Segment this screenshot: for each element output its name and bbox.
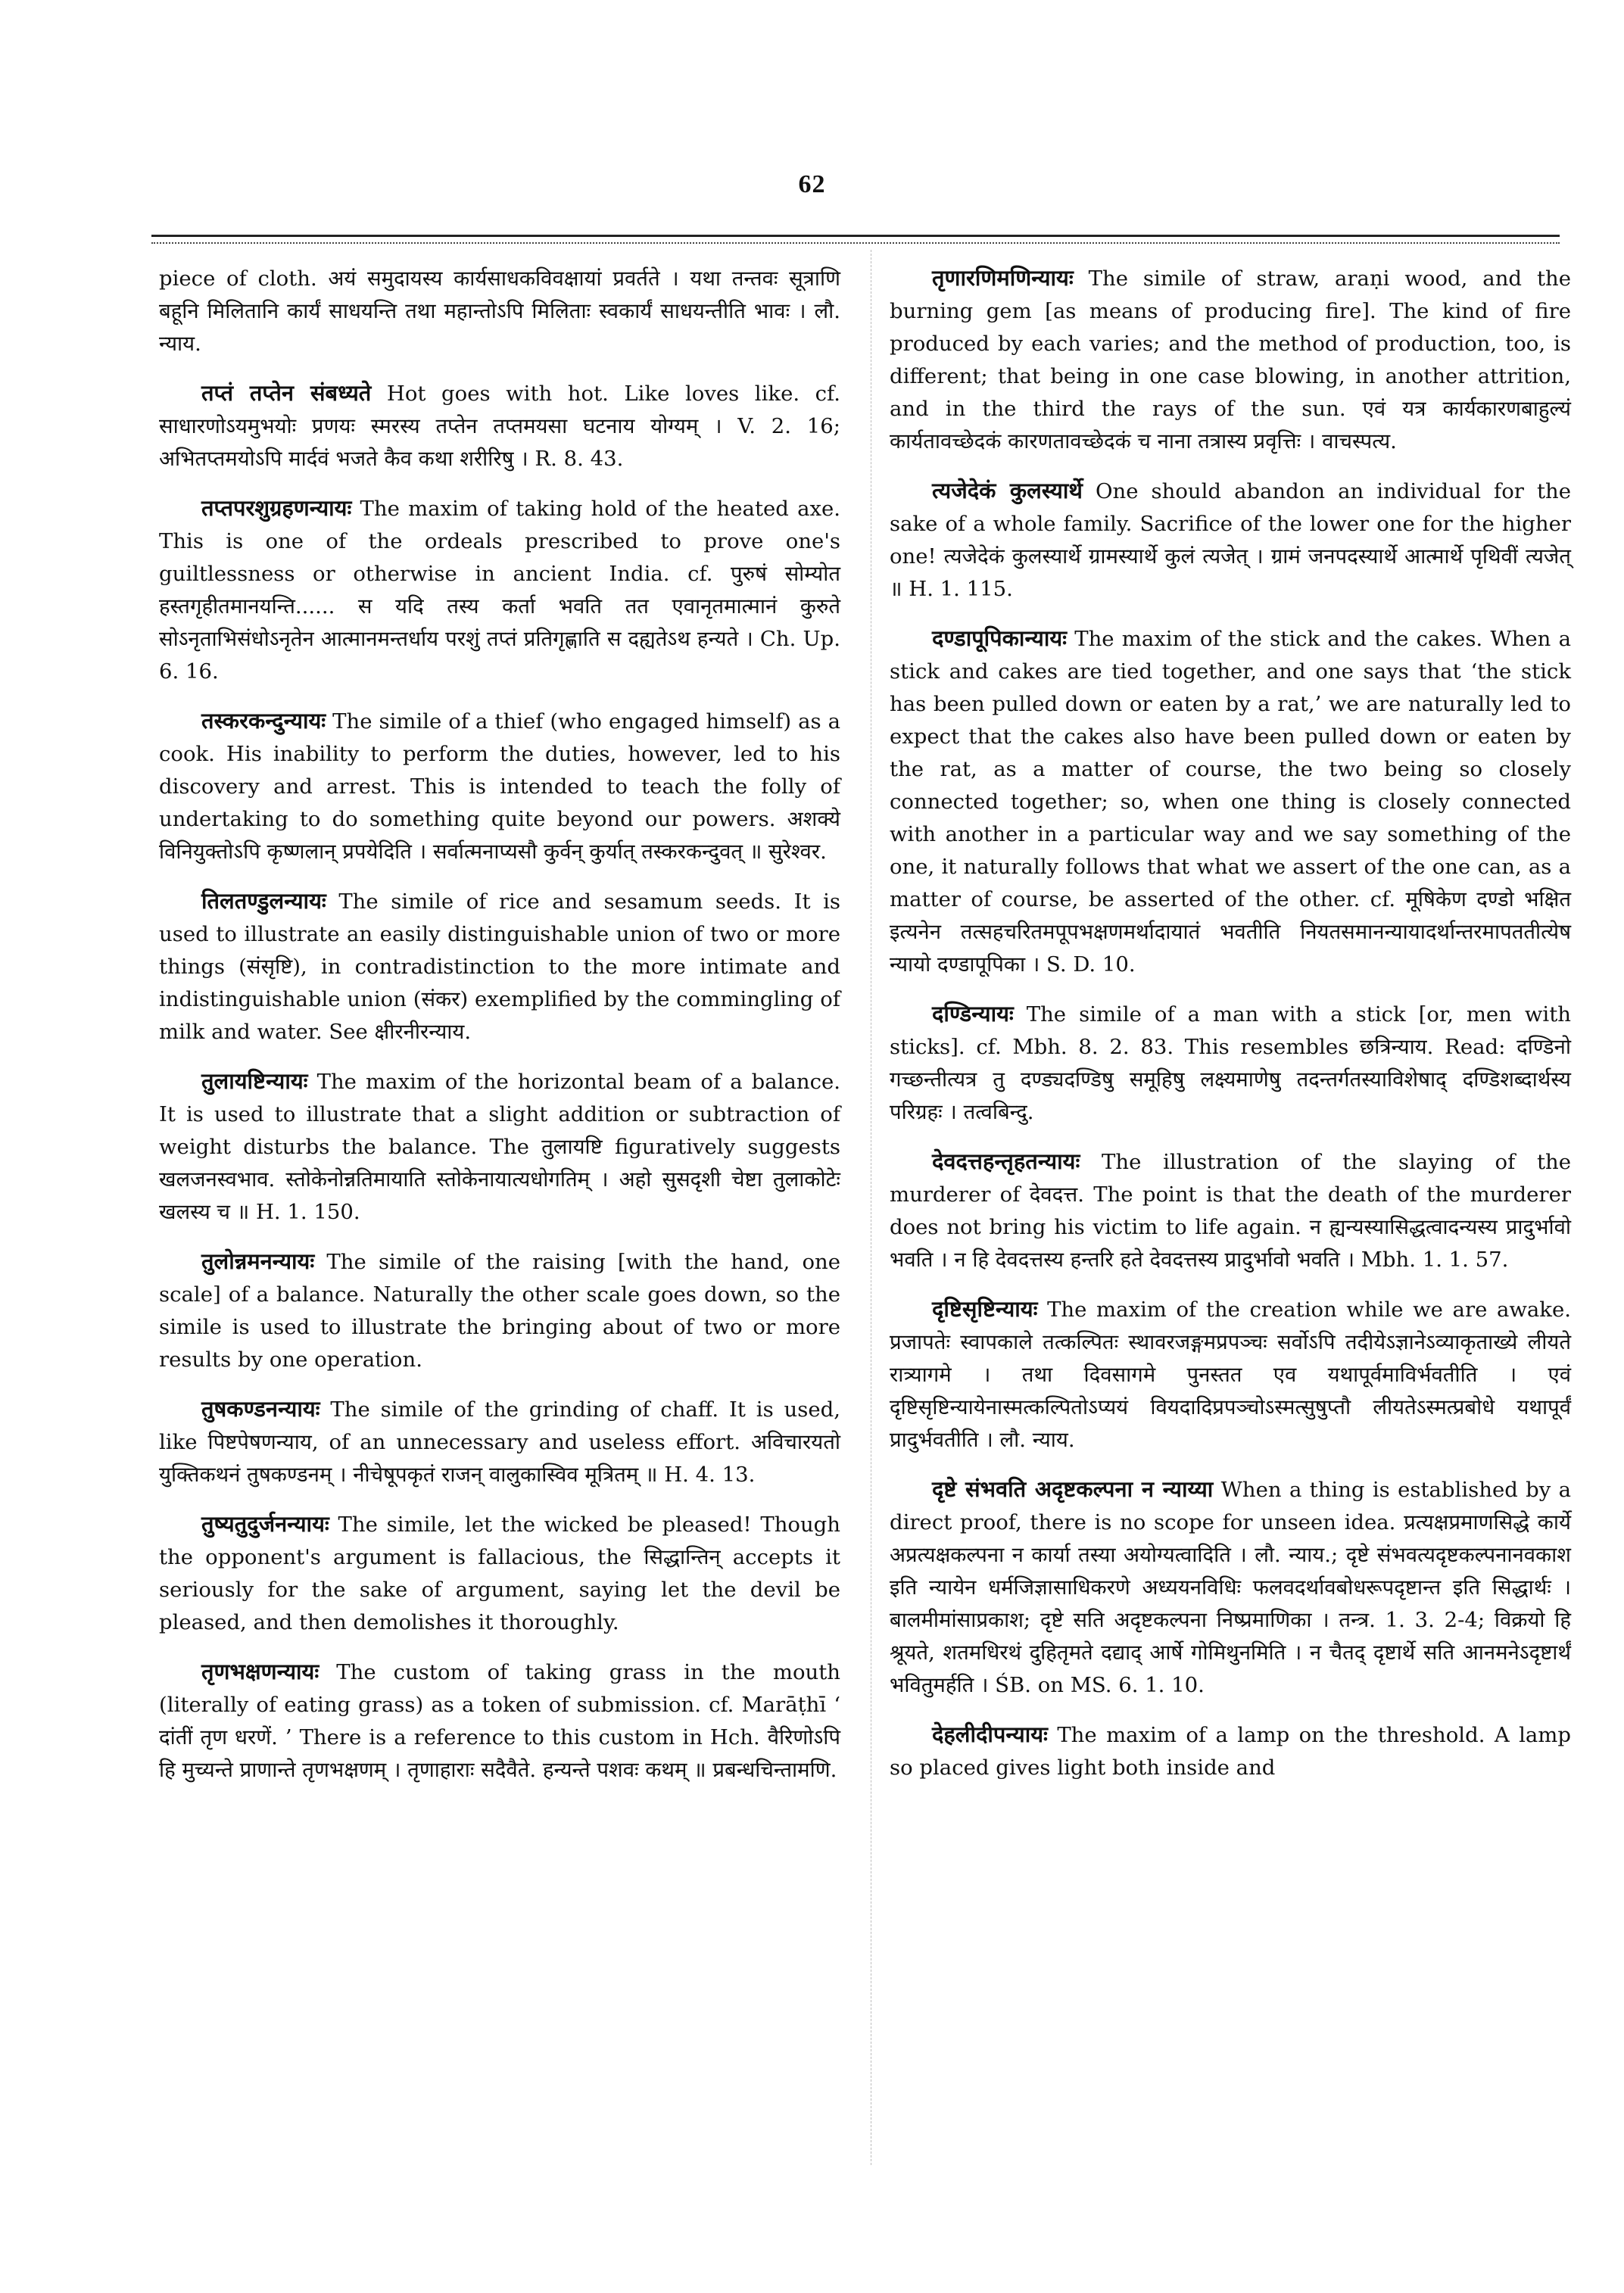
entry-headword: दृष्टे संभवति अदृष्टकल्पना न न्याय्या <box>932 1476 1214 1502</box>
entry-headword: तप्तपरशुग्रहणन्यायः <box>201 495 352 521</box>
entry-headword: तुषकण्डनन्यायः <box>201 1396 320 1422</box>
entry-headword: तस्करकन्दुन्यायः <box>201 708 326 734</box>
entry-text: The simile of straw, araṇi wood, and the burning gem [as means of producing fire]. The kind of fire produced by each varies; and the method of production, too, is different; that being in one case blowing, in another attrition, and in the third the rays of the sun. एवं यत्र कार्यकारणबाहुल्यं कार्यतावच्छेदकं कारणतावच्छेदकं च नाना तत्रास्य प्रवृत्तिः । वाचस्पत्य. <box>890 266 1571 453</box>
entry <box>159 705 840 868</box>
entry <box>890 475 1571 606</box>
entry <box>159 262 840 360</box>
entry-headword: तप्तं तप्तेन संबध्यते <box>201 380 372 406</box>
entry <box>159 377 840 475</box>
entry-text: The maxim of a lamp on the threshold. A lamp so placed gives light both inside and <box>890 1723 1571 1780</box>
entry-headword: तिलतण्डुलन्यायः <box>201 888 326 914</box>
right-column <box>890 262 1571 1801</box>
entry-text: piece of cloth. अयं समुदायस्य कार्यसाधकविवक्षायां प्रवर्तते । यथा तन्तवः सूत्राणि बहूनि मिलितानि कार्यं साधयन्ति तथा महान्तोऽपि मिलिताः स्वकार्यं साधयन्तीति भावः । लौ. न्याय. <box>159 266 840 356</box>
entry <box>159 885 840 1048</box>
entry-text: The maxim of taking hold of the heated axe. This is one of the ordeals prescribed to prove one's guiltlessness or otherwise in ancient India. cf. पुरुषं सोम्योत हस्तगृहीतमानयन्ति...... स यदि तस्य कर्ता भवति तत एवानृतमात्मानं कुरुते सोऽनृताभिसंधोऽनृतेन आत्मानमन्तर्धाय परशुं तप्तं प्रतिगृह्णाति स दह्यतेऽथ हन्यते । Ch. Up. 6. 16. <box>159 497 840 684</box>
entry-text: The simile, let the wicked be pleased! Though the opponent's argument is fallacious, the सिद्धान्तिन् accepts it seriously for the sake of argument, saying let the devil be pleased, and then demolishes it thoroughly. <box>159 1513 840 1634</box>
page-number: 62 <box>798 170 826 198</box>
entry <box>890 1473 1571 1702</box>
entry <box>890 1293 1571 1456</box>
entry-text: The simile of a thief (who engaged himself) as a cook. His inability to perform the duties, however, led to his discovery and arrest. This is intended to teach the folly of undertaking to do something quite beyond our powers. अशक्ये विनियुक्तोऽपि कृष्णलान् प्रपयेदिति । सर्वात्मनाप्यसौ कुर्वन् कुर्यात् तस्करकन्दुवत् ॥ सुरेश्वर. <box>159 709 840 864</box>
entry-headword: तुलोन्नमनन्यायः <box>201 1248 315 1274</box>
entry <box>159 1065 840 1229</box>
entry-headword: दण्डिन्यायः <box>932 1001 1014 1027</box>
entry <box>159 1393 840 1491</box>
entry-text: The maxim of the horizontal beam of a balance. It is used to illustrate that a slight addition or subtraction of weight disturbs the balance. The तुलायष्टि figuratively suggests खलजनस्वभाव. स्तोकेनोन्नतिमायाति स्तोकेनायात्यधोगतिम् । अहो सुसदृशी चेष्टा तुलाकोटेः खलस्य च ॥ H. 1. 150. <box>159 1070 840 1224</box>
entry-headword: दण्डापूपिकान्यायः <box>932 625 1068 651</box>
entry <box>159 492 840 688</box>
entry-text: The simile of the grinding of chaff. It is used, like पिष्टपेषणन्याय, of an unnecessary and useless effort. अविचारयतो युक्तिकथनं तुषकण्डनम् । नीचेषूपकृतं राजन् वालुकास्विव मूत्रितम् ॥ H. 4. 13. <box>159 1397 840 1487</box>
entry-text: The simile of a man with a stick [or, men with sticks]. cf. Mbh. 8. 2. 83. This resembles छत्रिन्याय. Read: दण्डिनो गच्छन्तीत्यत्र तु दण्ड्यदण्डिषु समूहिषु लक्ष्यमाणेषु तदन्तर्गतस्याविशेषाद् दण्डिशब्दार्थस्य परिग्रहः । तत्वबिन्दु. <box>890 1002 1571 1124</box>
entry-text: The illustration of the slaying of the murderer of देवदत्त. The point is that the death of the murderer does not bring his victim to life again. न ह्यन्यस्यासिद्धत्वादन्यस्य प्रादुर्भावो भवति । न हि देवदत्तस्य हन्तरि हते देवदत्तस्य प्रादुर्भावो भवति । Mbh. 1. 1. 57. <box>890 1150 1571 1272</box>
header-rule <box>151 235 1560 237</box>
entry-headword: देवदत्तहन्तृहतन्यायः <box>932 1148 1080 1174</box>
entry-headword: देहलीदीपन्यायः <box>932 1721 1048 1747</box>
entry-text: When a thing is established by a direct proof, there is no scope for unseen idea. प्रत्यक्षप्रमाणसिद्धे कार्ये अप्रत्यक्षकल्पना न कार्या तस्या अयोग्यत्वादिति । लौ. न्याय.; दृष्टे संभवत्यदृष्टकल्पनानवकाश इति न्यायेन धर्मजिज्ञासाधिकरणे अध्ययनविधिः फलवदर्थावबोधरूपदृष्टान्त इति सिद्धार्थः । बालमीमांसाप्रकाश; दृष्टे सति अदृष्टकल्पना निष्प्रमाणिका । तन्त्र. 1. 3. 2-4; विक्रयो हि श्रूयते, शतमधिरथं दुहितृमते दद्याद् आर्षे गोमिथुनमिति । न चैतद् दृष्टार्थे सति आनमनेऽदृष्टार्थं भवितुमर्हति । ŚB. on MS. 6. 1. 10. <box>890 1478 1572 1697</box>
left-column <box>159 262 840 1803</box>
entry <box>159 1656 840 1787</box>
entry-headword: तुष्यतुदुर्जनन्यायः <box>201 1511 329 1537</box>
entry-text: One should abandon an individual for the sake of a whole family. Sacrifice of the lower one for the higher one! त्यजेदेकं कुलस्यार्थे ग्रामस्यार्थे कुलं त्यजेत् । ग्रामं जनपदस्यार्थे आत्मार्थे पृथिवीं त्यजेत् ॥ H. 1. 115. <box>890 479 1572 601</box>
entry-text: The custom of taking grass in the mouth (literally of eating grass) as a token of submission. cf. Marāṭhī ‘ दांतीं तृण धरणें. ’ There is a reference to this custom in Hch. वैरिणोऽपि हि मुच्यन्ते प्राणान्ते तृणभक्षणम् । तृणाहाराः सदैवैते. हन्यन्ते पशवः कथम् ॥ प्रबन्धचिन्तामणि. <box>159 1660 840 1782</box>
entry <box>890 998 1571 1129</box>
entry-headword: त्यजेदेकं कुलस्यार्थे <box>932 478 1083 503</box>
entry-headword: दृष्टिसृष्टिन्यायः <box>932 1296 1038 1322</box>
entry-headword: तृणभक्षणन्यायः <box>201 1659 320 1684</box>
entry <box>890 262 1571 458</box>
entry-text: The simile of rice and sesamum seeds. It is used to illustrate an easily distinguishable union of two or more things (संसृष्टि), in contradistinction to the more intimate and indistinguishable union (संकर) exemplified by the commingling of milk and water. See क्षीरनीरन्याय. <box>159 889 840 1044</box>
entry-text: The maxim of the stick and the cakes. When a stick and cakes are tied together, and one says that ‘the stick has been pulled down or eaten by a rat,’ we are naturally led to expect that the cakes also have been pulled down or eaten by the rat, as a matter of course, the two being so closely connected together; so, when one thing is closely connected with another in a particular way and we say something of the one, it naturally follows that what we assert of the one can, as a matter of course, be asserted of the other. cf. मूषिकेण दण्डो भक्षित इत्यनेन तत्सहचरितमपूपभक्षणमर्थादायातं भवतीति नियतसमानन्यायादर्थान्तरमापततीत्येष न्यायो दण्डापूपिका । S. D. 10. <box>890 627 1571 977</box>
entry <box>159 1508 840 1639</box>
entry-text: Hot goes with hot. Like loves like. cf. साधारणोऽयमुभयोः प्रणयः स्मरस्य तप्तेन तप्तमयसा घटनाय योग्यम् । V. 2. 16; अभितप्तमयोऽपि मार्दवं भजते कैव कथा शरीरिषु । R. 8. 43. <box>159 382 840 471</box>
entry-headword: तृणारणिमणिन्यायः <box>932 265 1074 291</box>
entry-text: The maxim of the creation while we are awake. प्रजापतेः स्वापकाले तत्कल्पितः स्थावरजङ्गमप्रपञ्चः सर्वोऽपि तदीयेऽज्ञानेऽव्याकृताख्ये लीयते रात्र्यागमे । तथा दिवसागमे पुनस्तत एव यथापूर्वमाविर्भवतीति । एवं दृष्टिसृष्टिन्यायेनास्मत्कल्पितोऽप्ययं वियदादिप्रपञ्चोऽस्मत्सुषुप्तौ लीयतेऽस्मत्प्रबोधे यथापूर्वं प्रादुर्भवतीति । लौ. न्याय. <box>890 1298 1571 1452</box>
entry <box>890 1145 1571 1276</box>
entry-headword: तुलायष्टिन्यायः <box>201 1068 308 1094</box>
entry-text: The simile of the raising [with the hand, one scale] of a balance. Naturally the other scale goes down, so the simile is used to illustrate the bringing about of two or more results by one operation. <box>159 1250 840 1372</box>
entry <box>890 622 1571 981</box>
entry <box>159 1245 840 1376</box>
entry <box>890 1718 1571 1784</box>
header-rule-dotted <box>151 242 1560 244</box>
